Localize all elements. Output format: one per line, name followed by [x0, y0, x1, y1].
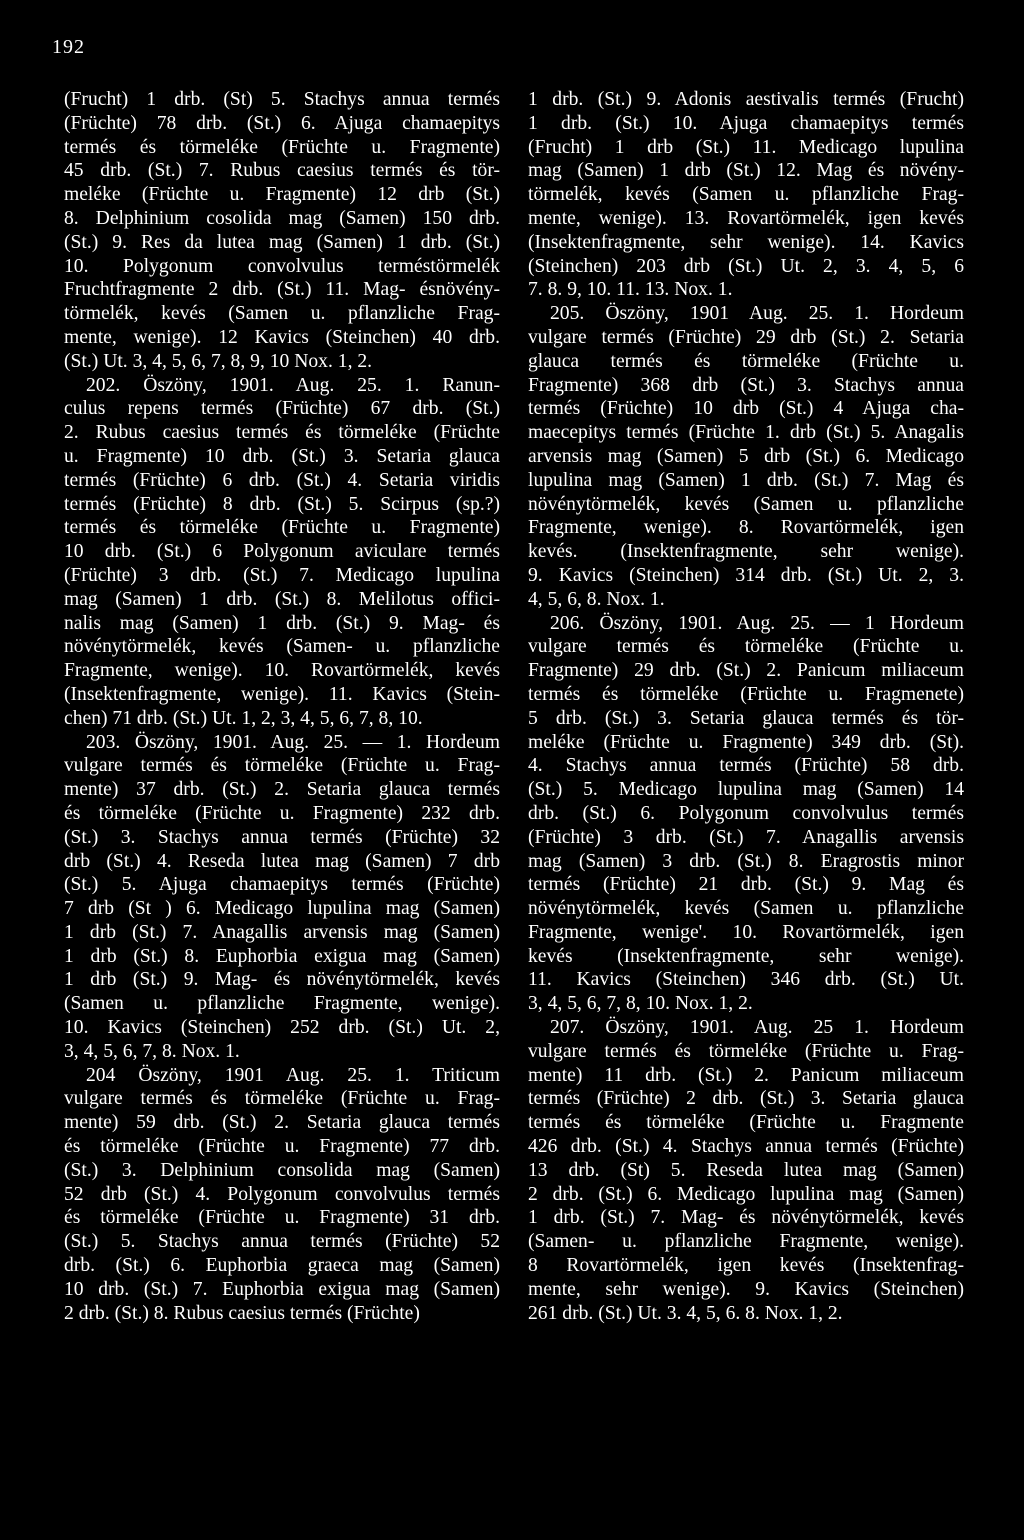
text-line: törmelék, kevés (Samen u. pflanzliche Frag- [64, 303, 500, 325]
text-line: mente, sehr wenige). 9. Kavics (Steinchen) [528, 1278, 964, 1300]
text-line: Fragmente, wenige'. 10. Rovartörmelék, igen [528, 921, 964, 943]
text-line: 1 drb (St.) 8. Euphorbia exigua mag (Samen) [64, 945, 500, 967]
text-line: 207. Öszöny, 1901. Aug. 25 1. Hordeum [550, 1017, 964, 1039]
text-line: termés (Früchte) 6 drb. (St.) 4. Setaria viridis [64, 469, 500, 491]
text-line: (St.) 3. Delphinium consolida mag (Samen) [64, 1159, 500, 1181]
text-line: (Samen- u. pflanzliche Fragmente, wenige). [528, 1231, 964, 1253]
text-line: 10. Polygonum convolvulus terméstörmelék [64, 255, 500, 277]
text-line: vulgare termés és törmeléke (Früchte u. Frag- [64, 755, 500, 777]
page-number: 192 [52, 36, 85, 58]
text-line: 3, 4, 5, 6, 7, 8, 10. Nox. 1, 2. [528, 993, 753, 1015]
text-line: 52 drb (St.) 4. Polygonum convolvulus termés [64, 1183, 500, 1205]
text-line: 9. Kavics (Steinchen) 314 drb. (St.) Ut. 2, 3. [528, 564, 964, 586]
text-line: és törmeléke (Früchte u. Fragmente) 232 drb. [64, 802, 500, 824]
text-line: kevés. (Insektenfragmente, sehr wenige). [528, 541, 964, 563]
text-line: 2. Rubus caesius termés és törmeléke (Früchte [64, 422, 500, 444]
text-line: (St.) 5. Medicago lupulina mag (Samen) 14 [528, 779, 964, 801]
text-line: (Frucht) 1 drb. (St) 5. Stachys annua termés [64, 89, 500, 110]
text-line: arvensis mag (Samen) 5 drb (St.) 6. Medicago [528, 445, 964, 467]
text-line: kevés (Insektenfragmente, sehr wenige). [528, 945, 964, 967]
text-line: termés (Früchte) 2 drb. (St.) 3. Setaria glauca [528, 1088, 964, 1110]
text-line: drb (St.) 4. Reseda lutea mag (Samen) 7 drb [64, 850, 500, 872]
text-line: drb. (St.) 6. Polygonum convolvulus termés [528, 802, 964, 824]
text-line: mag (Samen) 1 drb. (St.) 8. Melilotus offici- [64, 588, 500, 610]
text-line: termés és törmeléke (Früchte u. Fragmente [528, 1112, 964, 1134]
text-line: 10. Kavics (Steinchen) 252 drb. (St.) Ut. 2, [64, 1017, 500, 1039]
text-line: culus repens termés (Früchte) 67 drb. (St.) [64, 398, 500, 420]
text-line: 4, 5, 6, 8. Nox. 1. [528, 588, 665, 610]
text-line: 3, 4, 5, 6, 7, 8. Nox. 1. [64, 1040, 240, 1062]
text-line: mag (Samen) 3 drb. (St.) 8. Eragrostis minor [528, 850, 964, 872]
text-line: törmelék, kevés (Samen u. pflanzliche Frag- [528, 184, 964, 206]
text-line: 10 drb. (St.) 6 Polygonum aviculare termés [64, 541, 500, 563]
left-text-column [64, 88, 500, 1325]
text-line: maecepitys termés (Früchte 1. drb (St.) 5. Anagalis [528, 422, 964, 444]
text-line: 205. Öszöny, 1901 Aug. 25. 1. Hordeum [550, 303, 964, 325]
text-line: Fragmente) 29 drb. (St.) 2. Panicum miliaceum [528, 660, 964, 682]
text-line: 1 drb. (St.) 7. Mag- és növénytörmelék, kevés [528, 1207, 964, 1229]
text-line: 10 drb. (St.) 7. Euphorbia exigua mag (Samen) [64, 1278, 500, 1300]
text-line: 45 drb. (St.) 7. Rubus caesius termés és tör- [64, 160, 500, 182]
text-line: (St.) 5. Ajuga chamaepitys termés (Früchte) [64, 874, 500, 896]
text-line: termés és törmeléke (Früchte u. Fragmente) [64, 517, 500, 539]
text-line: 2 drb. (St.) 6. Medicago lupulina mag (Samen) [528, 1183, 964, 1205]
text-line: vulgare termés és törmeléke (Früchte u. [528, 636, 964, 658]
text-line: (Steinchen) 203 drb (St.) Ut. 2, 3. 4, 5, 6 [528, 255, 964, 277]
text-line: 202. Öszöny, 1901. Aug. 25. 1. Ranun- [86, 374, 500, 396]
text-line: (Früchte) 78 drb. (St.) 6. Ajuga chamaepitys [64, 112, 500, 134]
text-line: meléke (Früchte u. Fragmente) 349 drb. (St). [528, 731, 964, 753]
text-line: Fragmente, wenige). 10. Rovartörmelék, kevés [64, 660, 500, 682]
text-line: mente) 59 drb. (St.) 2. Setaria glauca termés [64, 1112, 500, 1134]
text-line: vulgare termés (Früchte) 29 drb (St.) 2. Setaria [528, 326, 964, 348]
text-line: (Samen u. pflanzliche Fragmente, wenige). [64, 993, 500, 1015]
text-line: (Insektenfragmente, sehr wenige). 14. Kavics [528, 231, 964, 253]
text-line: 5 drb. (St.) 3. Setaria glauca termés és tör- [528, 707, 964, 729]
text-line: 1 drb. (St.) 10. Ajuga chamaepitys termés [528, 112, 964, 134]
text-line: 8 Rovartörmelék, igen kevés (Insektenfrag- [528, 1255, 964, 1277]
text-line: (St.) 5. Stachys annua termés (Früchte) 52 [64, 1231, 500, 1253]
text-line: 13 drb. (St) 5. Reseda lutea mag (Samen) [528, 1159, 964, 1181]
text-line: 1 drb (St.) 7. Anagallis arvensis mag (Samen) [64, 921, 500, 943]
text-line: 1 drb. (St.) 9. Adonis aestivalis termés (Frucht) [528, 89, 964, 110]
text-line: mag (Samen) 1 drb (St.) 12. Mag és növény- [528, 160, 964, 182]
text-line: chen) 71 drb. (St.) Ut. 1, 2, 3, 4, 5, 6, 7, 8, 10. [64, 707, 423, 729]
text-line: vulgare termés és törmeléke (Früchte u. Frag- [528, 1040, 964, 1062]
text-line: 8. Delphinium cosolida mag (Samen) 150 drb. [64, 207, 500, 229]
text-line: (Frucht) 1 drb (St.) 11. Medicago lupulina [528, 136, 964, 158]
text-line: és törmeléke (Früchte u. Fragmente) 77 drb. [64, 1136, 500, 1158]
right-text-column [528, 88, 964, 1325]
text-line: 11. Kavics (Steinchen) 346 drb. (St.) Ut. [528, 969, 964, 991]
text-line: u. Fragmente) 10 drb. (St.) 3. Setaria glauca [64, 445, 500, 467]
text-line: és törmeléke (Früchte u. Fragmente) 31 drb. [64, 1207, 500, 1229]
text-line: termés és törmeléke (Früchte u. Fragmente) [64, 136, 500, 158]
text-line: (Früchte) 3 drb. (St.) 7. Anagallis arvensis [528, 826, 964, 848]
text-line: 204 Öszöny, 1901 Aug. 25. 1. Triticum [86, 1064, 500, 1086]
text-line: termés (Früchte) 10 drb (St.) 4 Ajuga cha- [528, 398, 964, 420]
text-line: 203. Öszöny, 1901. Aug. 25. — 1. Hordeum [86, 731, 500, 753]
text-line: termés (Früchte) 21 drb. (St.) 9. Mag és [528, 874, 964, 896]
text-line: termés (Früchte) 8 drb. (St.) 5. Scirpus (sp.?) [64, 493, 500, 515]
text-line: 1 drb (St.) 9. Mag- és növénytörmelék, kevés [64, 969, 500, 991]
text-line: mente) 11 drb. (St.) 2. Panicum miliaceum [528, 1064, 964, 1086]
text-line: (St.) 3. Stachys annua termés (Früchte) 32 [64, 826, 500, 848]
text-line: növénytörmelék, kevés (Samen u. pflanzliche [528, 493, 964, 515]
text-line: 7 drb (St ) 6. Medicago lupulina mag (Samen) [64, 898, 500, 920]
text-line: nalis mag (Samen) 1 drb. (St.) 9. Mag- és [64, 612, 500, 634]
text-line: Fragmente) 368 drb (St.) 3. Stachys annua [528, 374, 964, 396]
text-line: termés és törmeléke (Früchte u. Fragmenete) [528, 683, 964, 705]
text-line: növénytörmelék, kevés (Samen u. pflanzliche [528, 898, 964, 920]
text-line: drb. (St.) 6. Euphorbia graeca mag (Samen) [64, 1255, 500, 1277]
text-line: lupulina mag (Samen) 1 drb. (St.) 7. Mag és [528, 469, 964, 491]
text-line: vulgare termés és törmeléke (Früchte u. Frag- [64, 1088, 500, 1110]
text-line: (Insektenfragmente, wenige). 11. Kavics (Stein- [64, 683, 500, 705]
text-line: mente) 37 drb. (St.) 2. Setaria glauca termés [64, 779, 500, 801]
text-line: 426 drb. (St.) 4. Stachys annua termés (Früchte) [528, 1136, 964, 1158]
text-line: 2 drb. (St.) 8. Rubus caesius termés (Früchte) [64, 1302, 420, 1324]
text-line: meléke (Früchte u. Fragmente) 12 drb (St.) [64, 184, 500, 206]
text-line: glauca termés és törmeléke (Früchte u. [528, 350, 964, 372]
text-line: (St.) Ut. 3, 4, 5, 6, 7, 8, 9, 10 Nox. 1, 2. [64, 350, 373, 372]
text-line: (Früchte) 3 drb. (St.) 7. Medicago lupulina [64, 564, 500, 586]
text-line: növénytörmelék, kevés (Samen- u. pflanzliche [64, 636, 500, 658]
text-line: Fruchtfragmente 2 drb. (St.) 11. Mag- ésnövény- [64, 279, 500, 301]
text-line: 4. Stachys annua termés (Früchte) 58 drb. [528, 755, 964, 777]
text-line: 7. 8. 9, 10. 11. 13. Nox. 1. [528, 279, 733, 301]
text-line: Fragmente, wenige). 8. Rovartörmelék, igen [528, 517, 964, 539]
text-line: 206. Öszöny, 1901. Aug. 25. — 1 Hordeum [550, 612, 964, 634]
text-line: (St.) 9. Res da lutea mag (Samen) 1 drb. (St.) [64, 231, 500, 253]
text-line: 261 drb. (St.) Ut. 3. 4, 5, 6. 8. Nox. 1, 2. [528, 1302, 843, 1324]
text-line: mente, wenige). 13. Rovartörmelék, igen kevés [528, 207, 964, 229]
text-line: mente, wenige). 12 Kavics (Steinchen) 40 drb. [64, 326, 500, 348]
